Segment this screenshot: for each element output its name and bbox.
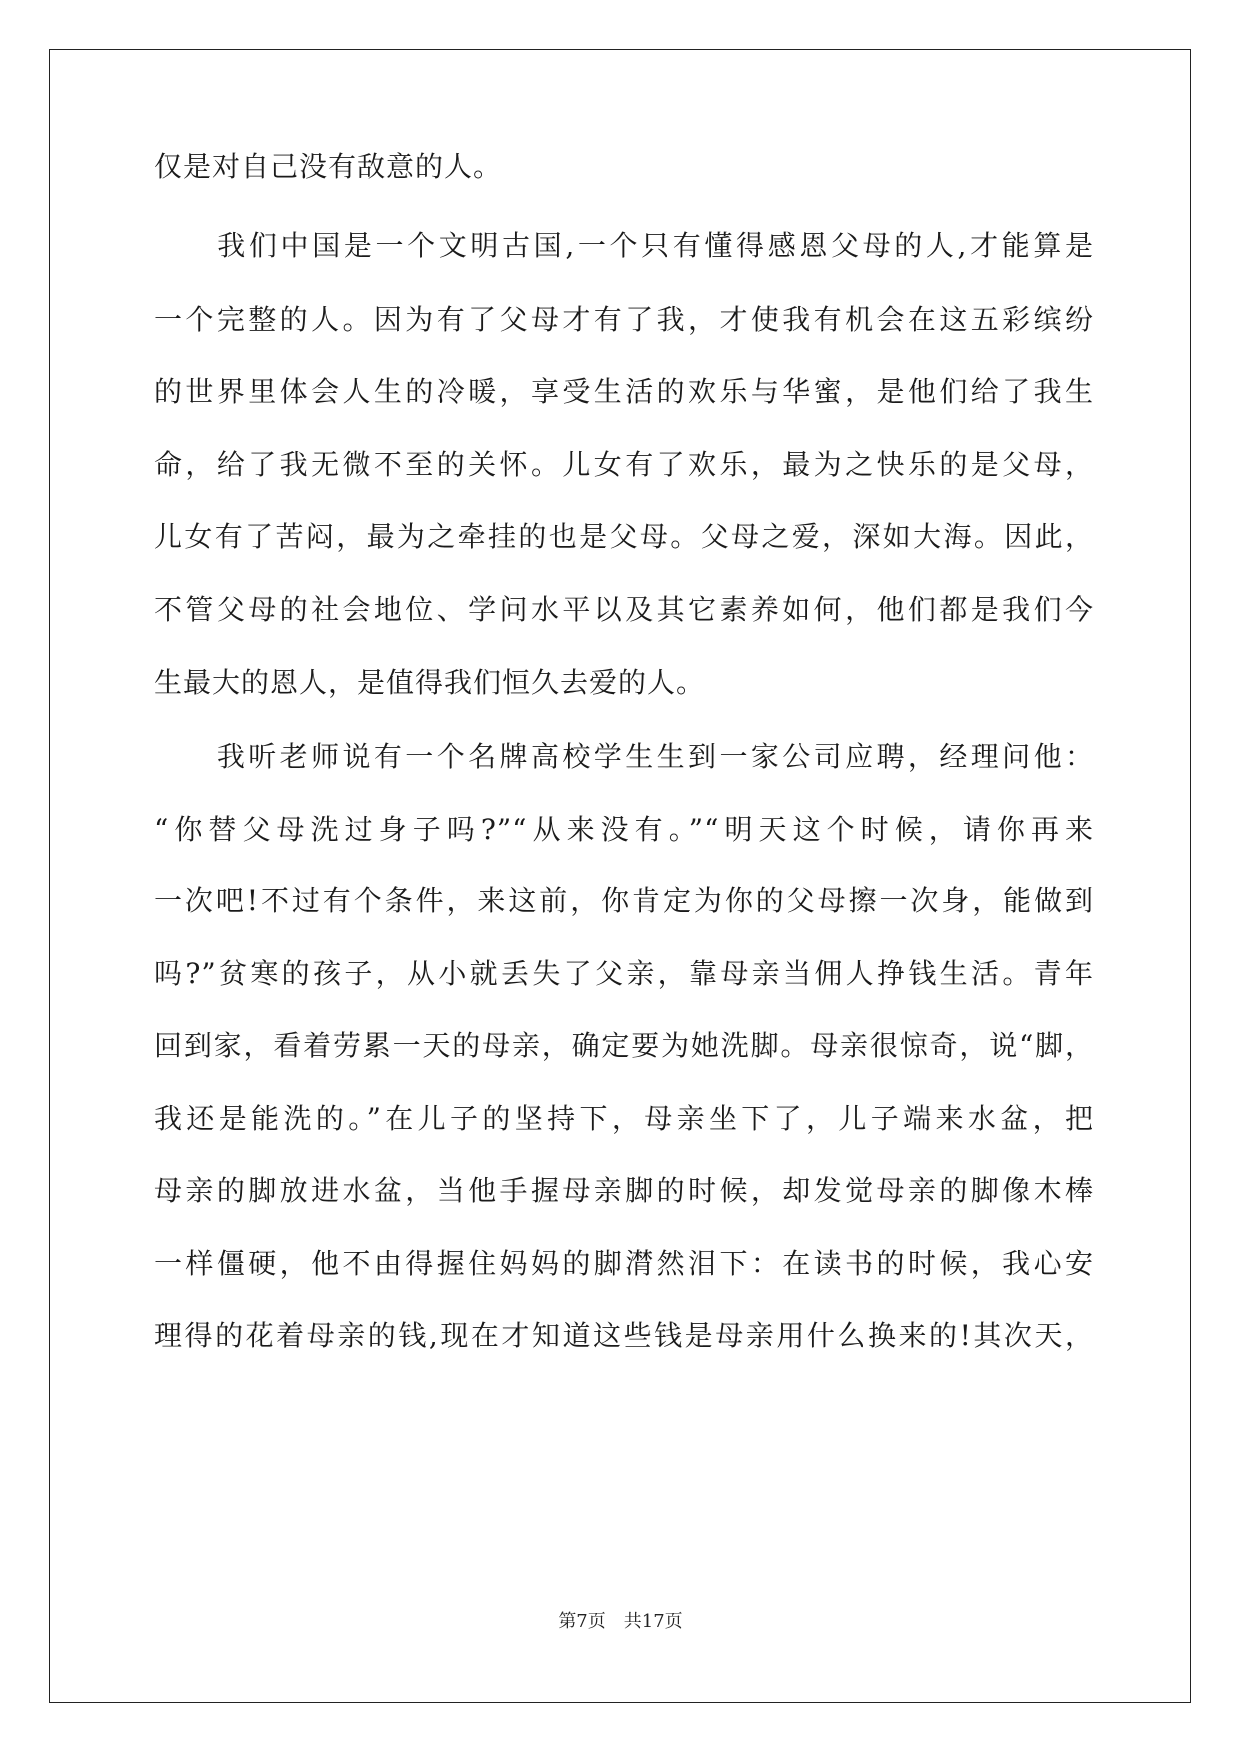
text-line: 吗?”贫寒的孩子，从小就丢失了父亲，靠母亲当佣人挣钱生活。青年 [154, 957, 1094, 990]
page-border [49, 49, 1191, 1703]
text-line: “你替父母洗过身子吗?”“从来没有。”“明天这个时候，请你再来 [154, 813, 1094, 846]
text-line: 儿女有了苦闷，最为之牵挂的也是父母。父母之爱，深如大海。因此， [154, 520, 1094, 553]
text-line: 回到家，看着劳累一天的母亲，确定要为她洗脚。母亲很惊奇，说“脚， [154, 1029, 1094, 1062]
text-line: 命，给了我无微不至的关怀。儿女有了欢乐，最为之快乐的是父母， [154, 448, 1094, 481]
text-line: 的世界里体会人生的冷暖，享受生活的欢乐与华蜜，是他们给了我生 [154, 375, 1094, 408]
text-line: 不管父母的社会地位、学问水平以及其它素养如何，他们都是我们今 [154, 593, 1094, 626]
text-line: 理得的花着母亲的钱,现在才知道这些钱是母亲用什么换来的!其次天， [154, 1319, 1094, 1352]
text-line: 我还是能洗的。”在儿子的坚持下，母亲坐下了，儿子端来水盆，把 [154, 1102, 1094, 1135]
text-line: 我听老师说有一个名牌高校学生生到一家公司应聘，经理问他： [154, 740, 1094, 773]
text-line: 生最大的恩人，是值得我们恒久去爱的人。 [154, 666, 706, 699]
page-number: 第7页 共17页 [558, 1611, 683, 1632]
text-line: 母亲的脚放进水盆，当他手握母亲脚的时候，却发觉母亲的脚像木棒 [154, 1174, 1094, 1207]
text-line: 一次吧!不过有个条件，来这前，你肯定为你的父母擦一次身，能做到 [154, 884, 1094, 917]
text-line: 一个完整的人。因为有了父母才有了我，才使我有机会在这五彩缤纷 [154, 303, 1094, 336]
text-line: 我们中国是一个文明古国,一个只有懂得感恩父母的人,才能算是 [154, 229, 1094, 262]
text-line: 仅是对自己没有敌意的人。 [154, 150, 503, 183]
text-line: 一样僵硬，他不由得握住妈妈的脚潸然泪下：在读书的时候，我心安 [154, 1247, 1094, 1280]
